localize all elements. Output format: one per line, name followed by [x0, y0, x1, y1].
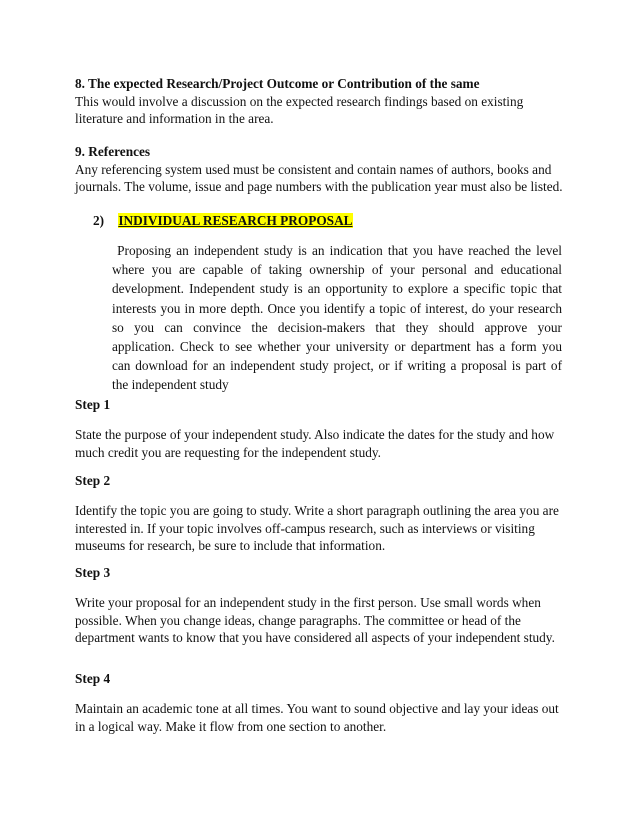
proposal-line: can download for an independent study project, or if writing a proposal is part of	[112, 358, 562, 374]
proposal-line: development. Independent study is an opportunity to explore a specific topic that	[112, 281, 562, 297]
step-2-body: Identify the topic you are going to study. Write a short paragraph outlining the area you are interested in. If your topic involves off-campus research, such as interviews or visiting museums for research, be sure to include that information.	[75, 503, 559, 553]
section-8-body: This would involve a discussion on the expected research findings based on existing literature and information in the area.	[75, 93, 524, 126]
step-1-heading: Step 1	[75, 397, 111, 412]
section-8	[75, 75, 565, 128]
proposal-line: so you can convince the decision-makers that they should approve your	[112, 319, 562, 335]
proposal-paragraph	[112, 241, 562, 395]
proposal-line: Proposing an independent study is an indication that you have reached the level	[112, 243, 562, 258]
step-4-heading: Step 4	[75, 671, 111, 686]
proposal-line: the independent study	[112, 377, 229, 393]
proposal-line: application. Check to see whether your university or department has a form you	[112, 339, 562, 355]
step-2-heading: Step 2	[75, 473, 111, 488]
step-4-body: Maintain an academic tone at all times. You want to sound objective and lay your ideas out in a logical way. Make it flow from one section to another.	[75, 701, 559, 734]
proposal-heading	[93, 212, 353, 230]
step-3-heading: Step 3	[75, 565, 111, 580]
section-8-heading: 8. The expected Research/Project Outcome or Contribution of the same	[75, 76, 480, 91]
proposal-line: interests you in more depth. Once you identify a topic of interest, do your research	[112, 300, 562, 316]
section-9-body: Any referencing system used must be consistent and contain names of authors, books and journals. The volume, issue and page numbers with the publication year must also be listed.	[75, 161, 563, 194]
proposal-number: 2)	[93, 213, 105, 228]
section-9-heading: 9. References	[75, 144, 151, 159]
proposal-line: where you are capable of taking ownership of your personal and educational	[112, 262, 562, 278]
proposal-title: INDIVIDUAL RESEARCH PROPOSAL	[118, 213, 353, 228]
step-1-body: State the purpose of your independent study. Also indicate the dates for the study and how much credit you are requesting for the independent study.	[75, 427, 555, 460]
step-3-body: Write your proposal for an independent study in the first person. Use small words when possible. When you change ideas, change paragraphs. The committee or head of the department wants to know that you have considered all aspects of your independent study.	[75, 595, 555, 645]
section-9	[75, 143, 565, 196]
